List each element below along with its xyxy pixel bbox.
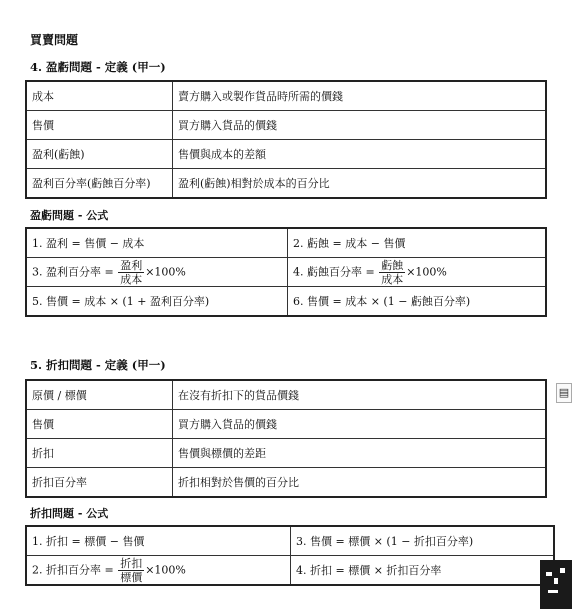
definition-cell: 買方購入貨品的價錢 — [173, 111, 547, 140]
table-row — [26, 228, 546, 258]
formula-cell: 6. 售價 = 成本 × (1 − 虧蝕百分率) — [288, 287, 547, 317]
formula-cell: 3. 售價 = 標價 × (1 − 折扣百分率) — [291, 526, 555, 556]
definition-cell: 買方購入貨品的價錢 — [173, 410, 547, 439]
formula-prefix: 3. 盈利百分率 = — [32, 265, 114, 278]
section4-title: 4. 盈虧問題 - 定義 (甲一) — [30, 60, 166, 74]
table-row — [26, 468, 546, 498]
fraction — [118, 557, 144, 584]
formula-cell: 1. 盈利 = 售價 − 成本 — [26, 228, 288, 258]
corner-artifact — [540, 560, 572, 609]
formula-cell: 4. 折扣 = 標價 × 折扣百分率 — [291, 556, 555, 586]
term-cell: 成本 — [26, 81, 173, 111]
formula4-title: 盈虧問題 - 公式 — [30, 209, 109, 222]
formula5-title: 折扣問題 - 公式 — [30, 507, 109, 520]
formula-cell — [26, 556, 291, 586]
formula-cell — [26, 258, 288, 287]
term-cell: 折扣百分率 — [26, 468, 173, 498]
denominator: 成本 — [381, 272, 404, 286]
numerator: 折扣 — [120, 556, 143, 570]
table-row — [26, 169, 546, 199]
term-cell: 售價 — [26, 410, 173, 439]
section5-definition-table — [25, 379, 547, 498]
denominator: 成本 — [120, 272, 143, 286]
formula-suffix: ×100% — [145, 265, 186, 278]
formula-suffix: ×100% — [406, 265, 447, 278]
term-cell: 折扣 — [26, 439, 173, 468]
formula-prefix: 4. 虧蝕百分率 = — [293, 265, 375, 278]
table-row — [26, 81, 546, 111]
formula-cell: 2. 虧蝕 = 成本 − 售價 — [288, 228, 547, 258]
section4-definition-table — [25, 80, 547, 199]
term-cell: 盈利百分率(虧蝕百分率) — [26, 169, 173, 199]
definition-cell: 售價與成本的差額 — [173, 140, 547, 169]
fraction — [379, 259, 405, 286]
table-row — [26, 439, 546, 468]
definition-cell: 售價與標價的差距 — [173, 439, 547, 468]
definition-cell: 在沒有折扣下的貨品價錢 — [173, 380, 547, 410]
page-title: 買賣問題 — [30, 33, 79, 47]
definition-cell: 折扣相對於售價的百分比 — [173, 468, 547, 498]
formula4-table — [25, 227, 547, 317]
formula-prefix: 2. 折扣百分率 = — [32, 563, 114, 576]
formula-cell: 1. 折扣 = 標價 − 售價 — [26, 526, 291, 556]
formula-cell — [288, 258, 547, 287]
table-row — [26, 556, 554, 586]
term-cell: 售價 — [26, 111, 173, 140]
term-cell: 原價 / 標價 — [26, 380, 173, 410]
table-row — [26, 526, 554, 556]
table-row — [26, 410, 546, 439]
denominator: 標價 — [120, 570, 143, 584]
numerator: 虧蝕 — [381, 258, 404, 272]
definition-cell: 盈利(虧蝕)相對於成本的百分比 — [173, 169, 547, 199]
table-row — [26, 140, 546, 169]
fraction — [118, 259, 144, 286]
formula5-table — [25, 525, 555, 586]
table-row — [26, 380, 546, 410]
term-cell: 盈利(虧蝕) — [26, 140, 173, 169]
definition-cell: 賣方購入或製作貨品時所需的價錢 — [173, 81, 547, 111]
formula-cell: 5. 售價 = 成本 × (1 + 盈利百分率) — [26, 287, 288, 317]
formula-suffix: ×100% — [145, 563, 186, 576]
numerator: 盈利 — [120, 258, 143, 272]
document-icon[interactable]: ▤ — [556, 383, 572, 403]
table-row — [26, 287, 546, 317]
table-row — [26, 258, 546, 287]
table-row — [26, 111, 546, 140]
section5-title: 5. 折扣問題 - 定義 (甲一) — [30, 358, 166, 372]
